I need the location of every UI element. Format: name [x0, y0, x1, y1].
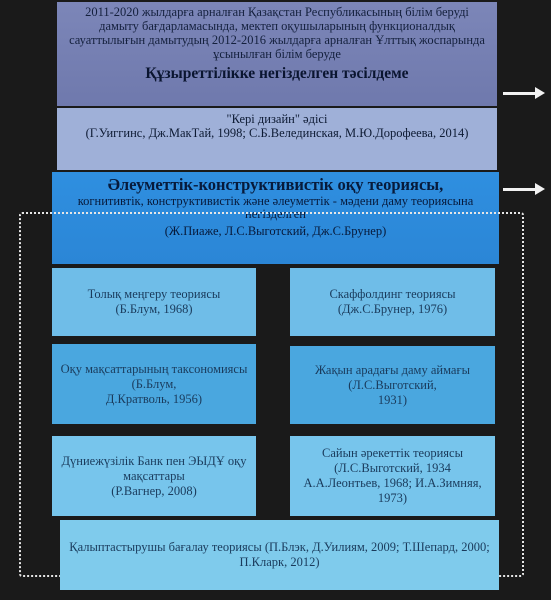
- sub-line1: Скаффолдинг теориясы: [329, 287, 456, 301]
- backward-design-box: [57, 108, 497, 170]
- sub-line1: Оқу мақсаттарының таксономиясы (Б.Блум,: [60, 361, 248, 391]
- theory-title: Әлеуметтік-конструктивистік оқу теориясы,: [107, 175, 444, 194]
- sub-line1: Сайын әрекеттік теориясы (Л.С.Выготский, 1934: [322, 446, 463, 475]
- mastery-learning-box: [52, 268, 256, 336]
- right-arrow-icon: [503, 92, 537, 95]
- sub-line2: (Дж.С.Брунер, 1976): [337, 302, 448, 316]
- sub-line2: А.А.Леонтьев, 1968; И.А.Зимняя, 1973): [303, 476, 482, 505]
- theory-subtitle: когнитивтік, конструктивистік және әлеуметтік - мәдени даму теориясына негізделген: [77, 194, 474, 221]
- backward-design-name: "Кері дизайн" әдісі: [226, 112, 328, 126]
- sub-line1: Толық меңгеру теориясы: [87, 287, 221, 301]
- sub-line2: 1931): [377, 392, 408, 407]
- taxonomy-box: [52, 344, 256, 424]
- formative-assessment-box: [60, 520, 499, 590]
- sub-line2: (Б.Блум, 1968): [115, 302, 193, 316]
- sub-line1: Дүниежүзілік Банк пен ЭЫДҰ оқу мақсаттары: [61, 453, 247, 483]
- scaffolding-box: [290, 268, 495, 336]
- bottom-text: Қалыптастырушы бағалау теориясы (П.Блэк, Д.Уилиям, 2009; Т.Шепард, 2000; П.Кларк, 2012): [69, 540, 490, 569]
- backward-design-authors: (Г.Уиггинс, Дж.МакТай, 1998; С.Б.Велединская, М.Ю.Дорофеева, 2014): [85, 126, 469, 140]
- program-text: 2011-2020 жылдарға арналған Қазақстан Республикасының білім беруді дамыту бағдарламасында, мектеп оқушыларының функционалдық сауаттылығын дамытудың 2012-2016 жылдарға арналған Ұлттық жоспарында ұсынылған білім беруде: [69, 5, 485, 61]
- zone-of-proximal-development-box: [290, 346, 495, 424]
- world-bank-oecd-box: [52, 436, 256, 516]
- sub-line2: Д.Кратволь, 1956): [105, 391, 203, 406]
- activity-theory-box: [290, 436, 495, 516]
- right-arrow-icon: [503, 188, 537, 191]
- competence-approach-box: [57, 2, 497, 106]
- sub-line2: (Р.Вагнер, 2008): [111, 483, 197, 498]
- theory-authors: (Ж.Пиаже, Л.С.Выготский, Дж.С.Брунер): [164, 224, 387, 238]
- approach-title: Құзыреттілікке негізделген тәсілдеме: [145, 65, 409, 82]
- sub-line1: Жақын арадағы даму аймағы (Л.С.Выготский,: [315, 362, 470, 392]
